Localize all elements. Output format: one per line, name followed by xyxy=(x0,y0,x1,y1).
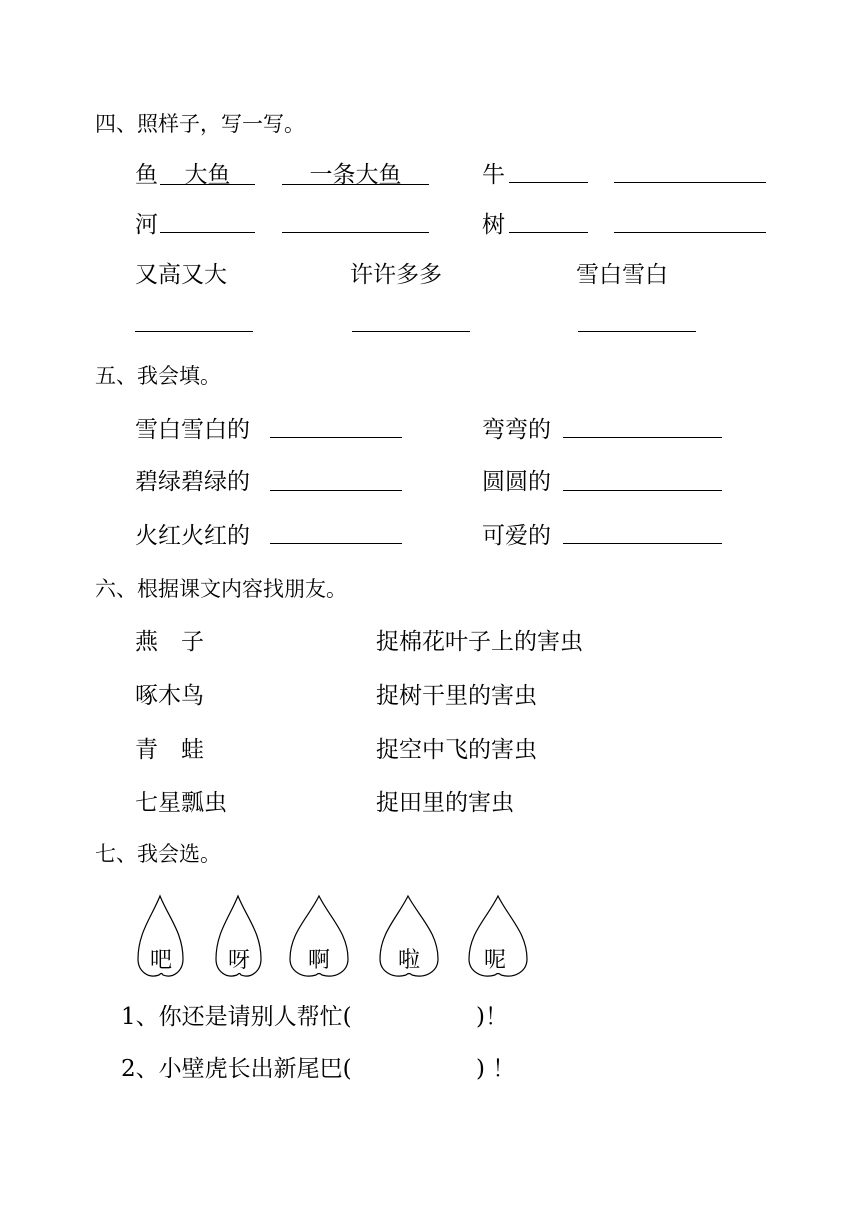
blank-niu-1[interactable] xyxy=(509,182,588,183)
match-right-1[interactable]: 捉棉花叶子上的害虫 xyxy=(376,629,583,655)
blank-redup-1[interactable] xyxy=(135,331,253,332)
choice-label-3: 啊 xyxy=(307,948,331,973)
question-2-end: ) ！ xyxy=(476,1056,516,1082)
drop-choice-1[interactable] xyxy=(138,896,183,976)
fill-item-5: 火红火红的 xyxy=(135,523,250,549)
fill-item-4: 圆圆的 xyxy=(482,469,551,495)
section7-title: 七、我会选。 xyxy=(95,842,221,866)
match-left-2[interactable]: 啄木鸟 xyxy=(135,683,204,709)
question-1-end: )！ xyxy=(476,1004,508,1030)
blank-niu-2[interactable] xyxy=(614,182,766,183)
question-2-text: 2、小壁虎长出新尾巴( xyxy=(121,1056,352,1082)
fill-blank-6[interactable] xyxy=(563,543,722,544)
fill-item-1: 雪白雪白的 xyxy=(135,417,250,443)
word-he: 河 xyxy=(135,212,158,238)
drop-choice-4[interactable] xyxy=(380,896,438,976)
fill-blank-5[interactable] xyxy=(270,543,402,544)
section6-title: 六、根据课文内容找朋友。 xyxy=(95,577,347,601)
section5-title: 五、我会填。 xyxy=(95,364,221,388)
choice-label-5: 呢 xyxy=(483,948,507,973)
drop-choice-2[interactable] xyxy=(216,896,261,976)
blank-redup-2[interactable] xyxy=(352,331,470,332)
example-word: 鱼 xyxy=(135,162,158,188)
choice-label-1: 吧 xyxy=(149,948,173,973)
redup-word-3: 雪白雪白 xyxy=(576,262,668,288)
choice-drops xyxy=(128,893,548,983)
fill-item-6: 可爱的 xyxy=(482,523,551,549)
match-right-3[interactable]: 捉空中飞的害虫 xyxy=(376,737,537,763)
blank-he-1[interactable] xyxy=(160,232,255,233)
match-left-3[interactable]: 青 蛙 xyxy=(135,737,204,763)
word-niu: 牛 xyxy=(482,162,505,188)
section4-title: 四、照样子，写一写。 xyxy=(95,112,305,136)
redup-word-2: 许许多多 xyxy=(350,262,442,288)
drop-choice-3[interactable] xyxy=(290,896,348,976)
word-shu: 树 xyxy=(482,212,505,238)
fill-blank-1[interactable] xyxy=(270,437,402,438)
match-left-4[interactable]: 七星瓢虫 xyxy=(135,790,227,816)
fill-blank-2[interactable] xyxy=(563,437,722,438)
drop-choice-5[interactable] xyxy=(469,896,527,976)
fill-item-3: 碧绿碧绿的 xyxy=(135,469,250,495)
example-answer2: 一条大鱼 xyxy=(282,156,429,185)
blank-shu-2[interactable] xyxy=(614,232,766,233)
example-answer1: 大鱼 xyxy=(160,156,255,185)
fill-item-2: 弯弯的 xyxy=(482,417,551,443)
match-right-2[interactable]: 捉树干里的害虫 xyxy=(376,683,537,709)
fill-blank-4[interactable] xyxy=(563,490,722,491)
question-1-text: 1、你还是请别人帮忙( xyxy=(121,1004,352,1030)
blank-redup-3[interactable] xyxy=(578,331,696,332)
choice-label-2: 呀 xyxy=(227,948,251,973)
match-left-1[interactable]: 燕 子 xyxy=(135,629,204,655)
redup-word-1: 又高又大 xyxy=(135,262,227,288)
blank-shu-1[interactable] xyxy=(509,232,588,233)
choice-label-4: 啦 xyxy=(397,948,421,973)
blank-he-2[interactable] xyxy=(282,232,429,233)
fill-blank-3[interactable] xyxy=(270,490,402,491)
match-right-4[interactable]: 捉田里的害虫 xyxy=(376,790,514,816)
